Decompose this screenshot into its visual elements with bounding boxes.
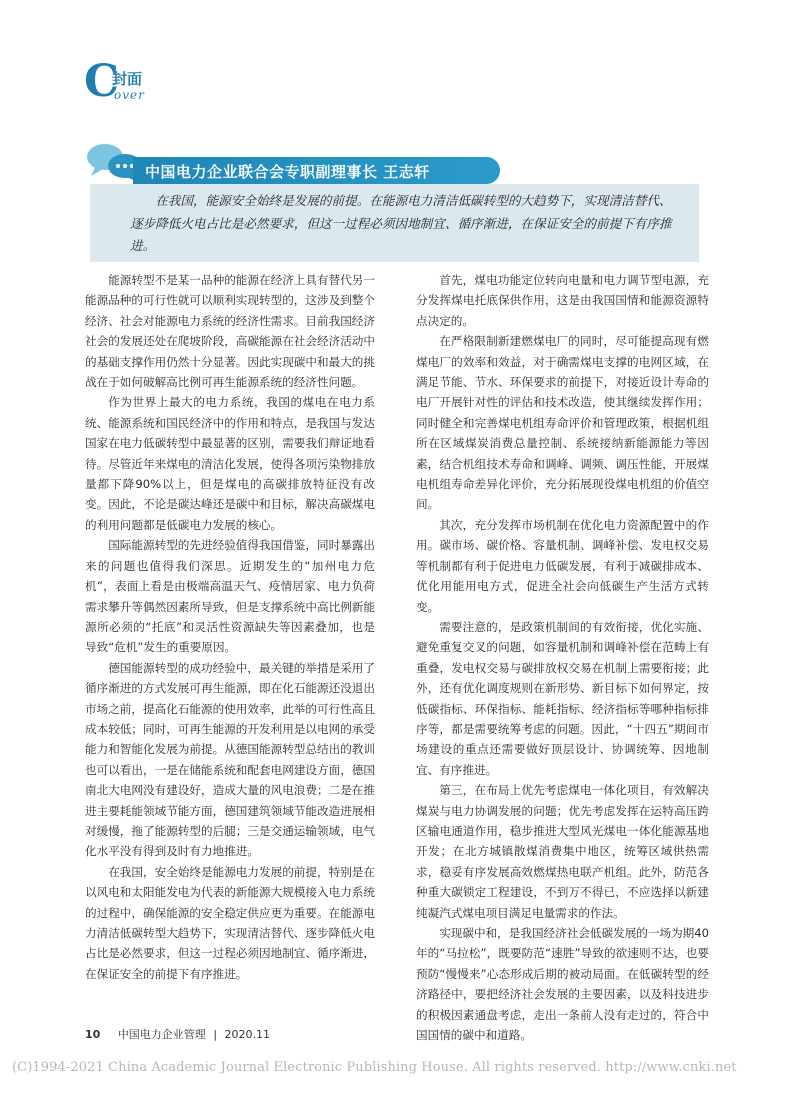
cover-logo [84, 56, 154, 108]
summary-box: 在我国，能源安全始终是发展的前提。在能源电力清洁低碳转型的大趋势下，实现清洁替代、逐步降低火电占比是必然要求，但这一过程必须因地制宜、循序渐进，在保证安全的前提下有序推进。 [90, 184, 699, 262]
issue-number: 2020.11 [224, 1028, 271, 1041]
paragraph: 需要注意的，是政策机制间的有效衔接，优化实施、避免重复交叉的问题，如容量机制和调峰补偿在范畴上有重叠，发电权交易与碳排放权交易在机制上需要衔接；此外，还有优化调度规则在新形势、新目标下如何界定，按低碳指标、环保指标、能耗指标、经济指标等哪种指标排序等，都是需要统筹考虑的问题。因此，“十四五”期间市场建设的重点还需要做好顶层设计、协调统筹、因地制宜、有序推进。 [416, 619, 709, 777]
paragraph: 能源转型不是某一品种的能源在经济上具有替代另一能源品种的可行性就可以顺利实现转型的，这涉及到整个经济、社会对能源电力系统的经济性需求。目前我国经济社会的发展还处在爬坡阶段，高碳能源在社会经济活动中的基础支撑作用仍然十分显著。因此实现碳中和最大的挑战在于如何破解高比例可再生能源系统的经济性问题。 [85, 273, 375, 390]
logo-cn-text: 封面 [112, 70, 143, 88]
paragraph: 德国能源转型的成功经验中，最关键的举措是采用了循序渐进的方式发展可再生能源，即在化石能源还没退出市场之前，提高化石能源的使用效率，此举的可行性高且成本较低；同时，可再生能源的开发利用是以电网的承受能力和智能化发展为前提。从德国能源转型总结出的教训也可以看出，一是在储能系统和配套电网建设方面，德国南北大电网没有建设好，造成大量的风电浪费；二是在推进主要耗能领域节能方面，德国建筑领域节能改造进展相对缓慢，拖了能源转型的后腿；三是交通运输领域，电气化水平没有得到及时有力地推进。 [85, 660, 375, 859]
logo-letter: C [84, 56, 120, 107]
paragraph: 在严格限制新建燃煤电厂的同时，尽可能提高现有燃煤电厂的效率和效益，对于确需煤电支撑的电网区域，在满足节能、节水、环保要求的前提下，对接近设计寿命的电厂开展针对性的评估和技术改造，使其继续发挥作用；同时健全和完善煤电机组寿命评价和管理政策，根据机组所在区域煤炭消费总量控制、系统接纳新能源能力等因素，结合机组技术寿命和调峰、调频、调压性能，开展煤电机组寿命差异化评价，充分拓展现役煤电机组的价值空间。 [416, 334, 709, 512]
paragraph: 在我国，安全始终是能源电力发展的前提，特别是在以风电和太阳能发电为代表的新能源大规模接入电力系统的过程中，确保能源的安全稳定供应更为重要。在能源电力清洁低碳转型大趋势下，实现清洁替代、逐步降低火电占比是必然要求，但这一过程必须因地制宜、循序渐进，在保证安全的前提下有序推进。 [85, 864, 375, 981]
right-column [416, 270, 709, 1045]
left-column [85, 270, 375, 984]
page-footer [85, 1026, 270, 1042]
author-banner [133, 157, 500, 184]
paragraph: 作为世界上最大的电力系统，我国的煤电在电力系统、能源系统和国民经济中的作用和特点，是我国与发达国家在电力低碳转型中最显著的区别，需要我们辩证地看待。尽管近年来煤电的清洁化发展，使得各项污染物排放量都下降90%以上，但是煤电的高碳排放特征没有改变。因此，不论是碳达峰还是碳中和目标，解决高碳煤电的利用问题都是低碳电力发展的核心。 [85, 395, 375, 532]
page-number: 10 [85, 1028, 101, 1041]
author-title: 中国电力企业联合会专职副理事长 王志轩 [145, 163, 430, 181]
footer-separator: | [213, 1028, 218, 1041]
paragraph: 其次，充分发挥市场机制在优化电力资源配置中的作用。碳市场、碳价格、容量机制、调峰补偿、发电权交易等机制都有利于促进电力低碳发展，有利于减碳排成本、优化用能用电方式，促进全社会向低碳生产生活方式转变。 [416, 517, 709, 614]
logo-en-text: over [114, 88, 145, 102]
copyright-notice: (C)1994-2021 China Academic Journal Electronic Publishing House. All rights reserved. http://www.cnki.net [12, 1060, 737, 1075]
journal-name: 中国电力企业管理 [117, 1028, 206, 1041]
paragraph: 国际能源转型的先进经验值得我国借鉴，同时暴露出来的问题也值得我们深思。近期发生的“加州电力危机”，表面上看是由极端高温天气、疫情居家、电力负荷需求攀升等偶然因素所导致，但是支撑系统中高比例新能源所必须的“托底”和灵活性资源缺失等因素叠加，也是导致“危机”发生的重要原因。 [85, 538, 375, 655]
paragraph: 第三，在布局上优先考虑煤电一体化项目，有效解决煤炭与电力协调发展的问题；优先考虑发挥在运特高压跨区输电通道作用，稳步推进大型风光煤电一体化能源基地开发；在北方城镇散煤消费集中地区，统筹区域供热需求，稳妥有序发展高效燃煤热电联产机组。此外，防范各种重大碳锁定工程建设，不到万不得已，不应选择以新建纯凝汽式煤电项目满足电量需求的作法。 [416, 783, 709, 920]
paragraph: 实现碳中和，是我国经济社会低碳发展的一场为期40年的“马拉松”，既要防范“速胜”导致的欲速则不达，也要预防“慢慢来”心态形成后期的被动局面。在低碳转型的经济路径中，要把经济社会发展的主要因素，以及科技进步的积极因素通盘考虑，走出一条前人没有走过的，符合中国国情的碳中和道路。 [416, 926, 710, 1043]
paragraph: 首先，煤电功能定位转向电量和电力调节型电源，充分发挥煤电托底保供作用，这是由我国国情和能源资源特点决定的。 [416, 273, 709, 328]
